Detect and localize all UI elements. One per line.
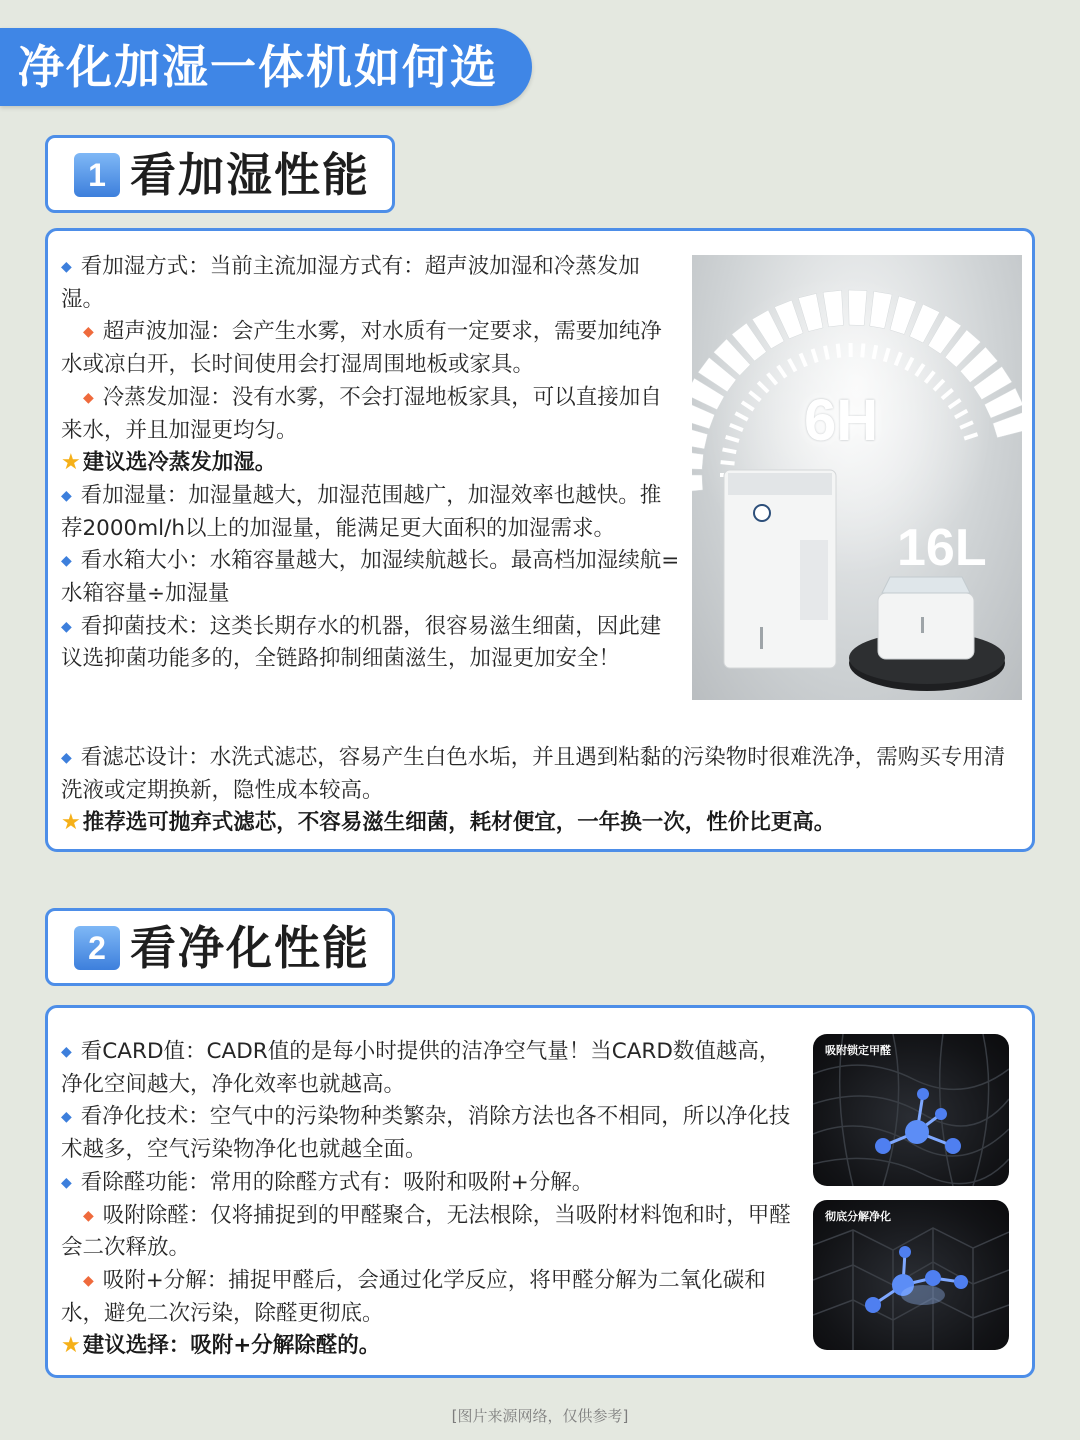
blue-diamond-icon: ◆ [61, 1174, 72, 1191]
star-icon: ★ [61, 450, 81, 476]
section-1-header [45, 135, 395, 213]
recommendation-line [61, 807, 1016, 840]
blue-diamond-icon: ◆ [61, 487, 72, 504]
orange-diamond-icon: ◆ [83, 1272, 94, 1289]
adsorption-thumbnail [813, 1034, 1009, 1186]
section-1-title: 看加湿性能 [130, 148, 370, 202]
image-source-note: [图片来源网络，仅供参考] [451, 1407, 629, 1425]
gauge-segment [692, 475, 703, 493]
adsorption-thumbnail-title: 吸附锁定甲醛 [825, 1044, 891, 1057]
page-title: 净化加湿一体机如何选 [18, 40, 498, 94]
bullet-line [61, 480, 681, 545]
line-text: 看滤芯设计：水洗式滤芯，容易产生白色水垢，并且遇到粘黏的污染物时很难洗净，需购买专用清洗液或定期换新，隐性成本较高。 [61, 745, 1006, 803]
bullet-line [61, 1036, 796, 1101]
line-text: 看加湿量：加湿量越大，加湿范围越广，加湿效率也越快。推荐2000ml/h以上的加湿量，能满足更大面积的加湿需求。 [61, 482, 662, 541]
section-1-text [61, 251, 681, 676]
line-text: 推荐选可抛弃式滤芯，不容易滋生细菌，耗材便宜，一年换一次，性价比更高。 [82, 810, 836, 836]
title-banner [0, 28, 532, 106]
section-1-number-badge: 1 [74, 153, 120, 197]
liters-label: 16L [897, 519, 987, 577]
bullet-line [61, 742, 1016, 807]
line-text: 吸附除醛：仅将捕捉到的甲醛聚合，无法根除，当吸附材料饱和时，甲醛会二次释放。 [61, 1202, 791, 1261]
gauge-tick [874, 345, 877, 359]
section-1-wide-text [61, 742, 1016, 840]
blue-diamond-icon: ◆ [61, 553, 72, 570]
blue-diamond-icon: ◆ [61, 750, 72, 766]
blue-diamond-icon: ◆ [61, 1109, 72, 1126]
orange-diamond-icon: ◆ [83, 1207, 94, 1224]
hours-label: 6H [804, 388, 879, 453]
sub-bullet-line [61, 382, 681, 447]
sub-bullet-line [61, 1265, 796, 1330]
humidifier-product-photo [692, 255, 1022, 700]
section-2-text [61, 1036, 796, 1363]
section-1-card [45, 228, 1035, 852]
section-2-number-badge: 2 [74, 926, 120, 970]
line-text: 看除醛功能：常用的除醛方式有：吸附和吸附+分解。 [80, 1169, 594, 1195]
line-text: 看抑菌技术：这类长期存水的机器，很容易滋生细菌，因此建议选抑菌功能多的，全链路抑制细菌滋生，加湿更加安全！ [61, 613, 662, 672]
decomposition-thumbnail [813, 1200, 1009, 1350]
orange-diamond-icon: ◆ [83, 389, 94, 406]
recommendation-line [61, 1330, 796, 1363]
gauge-segment [848, 290, 866, 325]
gauge-tick [723, 449, 737, 452]
humidifier-illustration [692, 255, 1022, 700]
bullet-line [61, 1167, 796, 1200]
section-2-card [45, 1005, 1035, 1378]
star-icon: ★ [61, 810, 81, 836]
line-text: 看净化技术：空气中的污染物种类繁杂，消除方法也各不相同，所以净化技术越多，空气污染物净化也就越全面。 [61, 1104, 791, 1163]
orange-diamond-icon: ◆ [83, 324, 94, 341]
gauge-tick [838, 344, 840, 358]
line-text: 看CARD值：CADR值的是每小时提供的洁净空气量！当CARD数值越高，净化空间越大，净化效率也就越高。 [61, 1039, 781, 1097]
decomposition-thumbnail-title: 彻底分解净化 [825, 1210, 891, 1223]
recommendation-line [61, 447, 681, 480]
line-text: 看水箱大小：水箱容量越大，加湿续航越长。最高档加湿续航=水箱容量÷加湿量 [61, 548, 680, 607]
bullet-line [61, 611, 681, 676]
star-icon: ★ [61, 1333, 81, 1359]
line-text: 吸附+分解：捕捉甲醛后，会通过化学反应，将甲醛分解为二氧化碳和水，避免二次污染，除醛更彻底。 [61, 1267, 766, 1326]
gauge-tick [721, 462, 735, 463]
gauge-tick [862, 343, 863, 357]
line-text: 超声波加湿：会产生水雾，对水质有一定要求，需要加纯净水或凉白开，长时间使用会打湿周围地板或家具。 [61, 319, 662, 378]
line-text: 建议选择：吸附+分解除醛的。 [82, 1333, 381, 1359]
line-text: 建议选冷蒸发加湿。 [82, 450, 277, 476]
bullet-line [61, 545, 681, 610]
sub-bullet-line [61, 316, 681, 381]
line-text: 冷蒸发加湿：没有水雾，不会打湿地板家具，可以直接加自来水，并且加湿更均匀。 [61, 384, 662, 443]
blue-diamond-icon: ◆ [61, 259, 72, 275]
bullet-line [61, 1101, 796, 1166]
sub-bullet-line [61, 1200, 796, 1265]
line-text: 看加湿方式：当前主流加湿方式有：超声波加湿和冷蒸发加湿。 [61, 254, 640, 312]
blue-diamond-icon: ◆ [61, 1044, 72, 1060]
bullet-line [61, 251, 681, 316]
gauge-tick [825, 346, 828, 360]
section-2-title: 看净化性能 [130, 921, 370, 975]
blue-diamond-icon: ◆ [61, 618, 72, 635]
section-2-header [45, 908, 395, 986]
